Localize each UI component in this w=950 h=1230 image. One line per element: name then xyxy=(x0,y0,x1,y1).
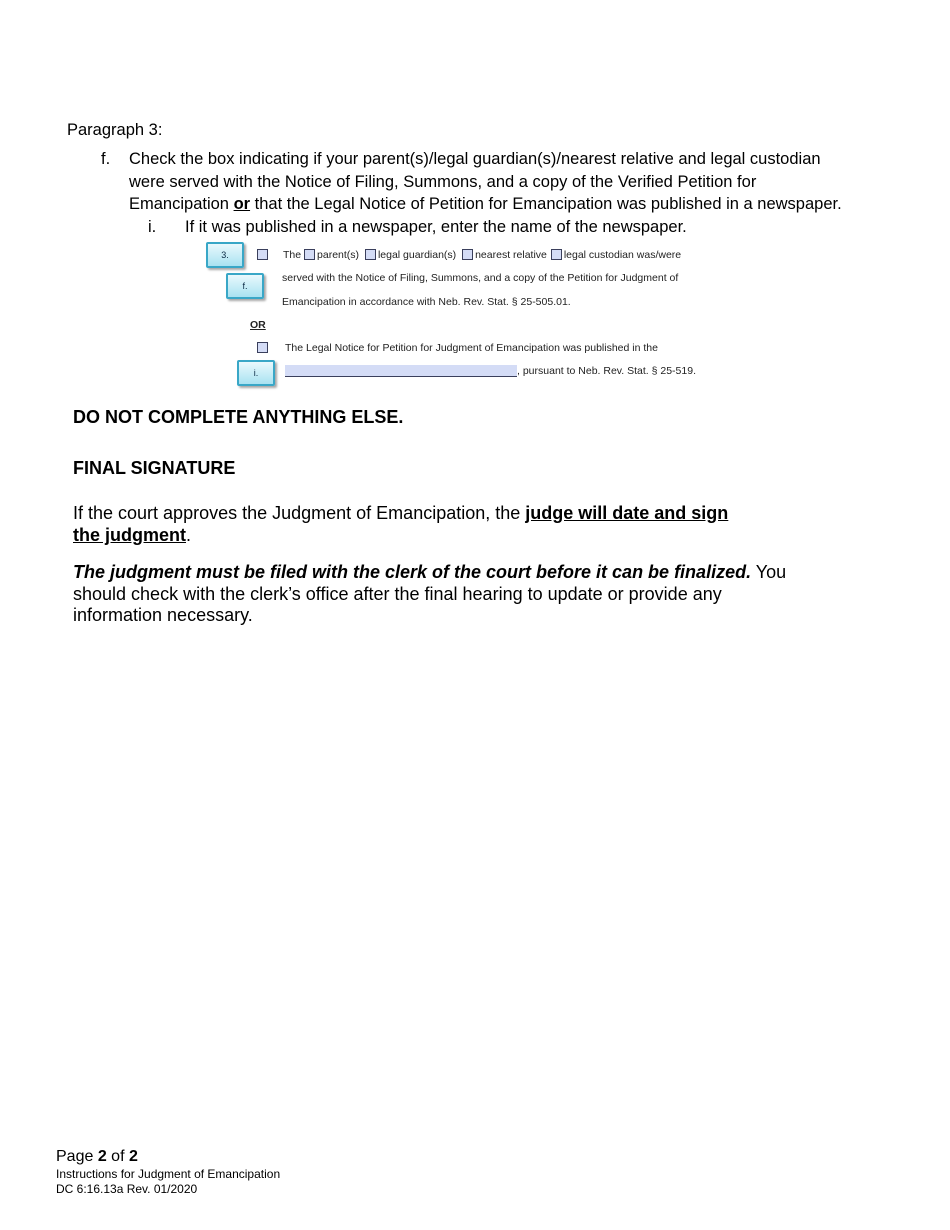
published-checkbox[interactable] xyxy=(257,342,268,353)
footer-doc-title: Instructions for Judgment of Emancipation xyxy=(56,1167,281,1181)
accordance-line: Emancipation in accordance with Neb. Rev. Stat. § 25-505.01. xyxy=(282,296,571,308)
custodian-checkbox[interactable] xyxy=(551,249,562,260)
filing-line3: information necessary. xyxy=(73,605,253,625)
page-current: 2 xyxy=(97,1148,107,1165)
footer-doc-code: DC 6:16.13a Rev. 01/2020 xyxy=(56,1182,198,1196)
parents-checkbox[interactable] xyxy=(304,249,315,260)
guardians-label: legal guardian(s) xyxy=(377,249,457,261)
parents-label: parent(s) xyxy=(317,249,360,261)
item-f-line3-pre: Emancipation xyxy=(129,195,234,213)
page-number xyxy=(56,1147,138,1167)
options-line xyxy=(283,248,681,262)
published-line: The Legal Notice for Petition for Judgment of Emancipation was published in the xyxy=(285,342,658,354)
or-label: OR xyxy=(250,319,266,331)
item-f-or: or xyxy=(233,195,251,213)
item-f-line2: were served with the Notice of Filing, Summons, and a copy of the Verified Petition for xyxy=(129,173,757,191)
item-i-text: If it was published in a newspaper, enter the name of the newspaper. xyxy=(185,218,687,236)
filing-rest1: You xyxy=(751,562,787,582)
the-label: The xyxy=(283,249,302,261)
approval-bold2: the judgment xyxy=(73,525,186,545)
served-checkbox[interactable] xyxy=(257,249,268,260)
newspaper-name-field[interactable] xyxy=(285,365,517,377)
page-total: 2 xyxy=(128,1148,138,1165)
filing-line2: should check with the clerk’s office after the final hearing to update or provide any xyxy=(73,584,722,604)
item-f-marker: f. xyxy=(101,150,111,168)
approval-post: . xyxy=(186,525,192,545)
final-signature-heading: FINAL SIGNATURE xyxy=(73,458,236,478)
relative-label: nearest relative xyxy=(475,249,547,261)
guardians-checkbox[interactable] xyxy=(365,249,376,260)
approval-line1 xyxy=(73,502,728,524)
filing-bold-italic: The judgment must be filed with the clerk of the court before it can be finalized. xyxy=(73,562,752,582)
paragraph-label: Paragraph 3: xyxy=(67,121,163,139)
item-f-line3 xyxy=(129,193,842,216)
approval-bold1: judge will date and sign xyxy=(525,503,729,523)
pursuant-line: , pursuant to Neb. Rev. Stat. § 25-519. xyxy=(517,365,696,377)
served-line: served with the Notice of Filing, Summons, and a copy of the Petition for Judgment of xyxy=(282,272,679,284)
callout-f: f. xyxy=(226,273,264,299)
item-i-marker: i. xyxy=(148,218,157,236)
item-f-line1: Check the box indicating if your parent(s)/legal guardian(s)/nearest relative and legal custodian xyxy=(129,150,821,168)
of-word: of xyxy=(106,1148,129,1165)
do-not-complete-heading: DO NOT COMPLETE ANYTHING ELSE. xyxy=(73,407,404,427)
item-f-line3-post: that the Legal Notice of Petition for Emancipation was published in a newspaper. xyxy=(250,195,842,213)
callout-i: i. xyxy=(237,360,275,386)
relative-checkbox[interactable] xyxy=(462,249,473,260)
callout-3: 3. xyxy=(206,242,244,268)
custodian-label: legal custodian was/were xyxy=(563,249,682,261)
filing-line1 xyxy=(73,561,786,583)
page-word: Page xyxy=(56,1148,98,1165)
approval-pre: If the court approves the Judgment of Emancipation, the xyxy=(73,503,526,523)
approval-line2 xyxy=(73,524,191,546)
